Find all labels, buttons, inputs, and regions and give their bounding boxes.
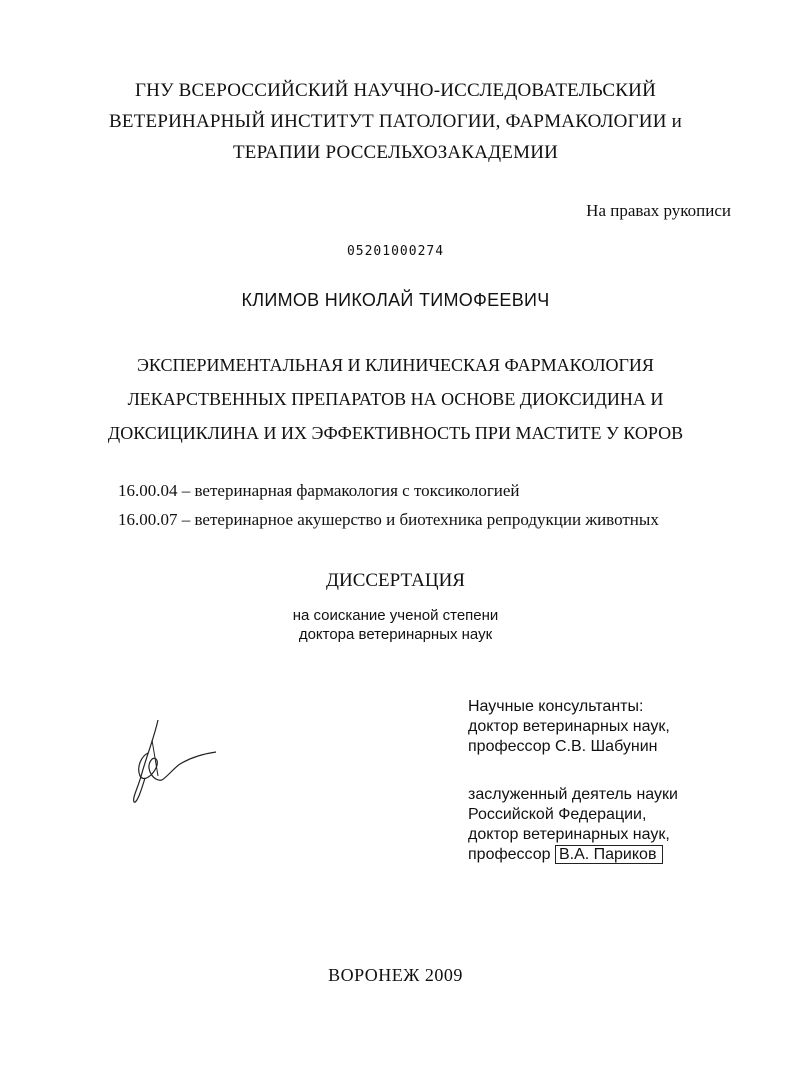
consultant-2-honor-country: Российской Федерации, (468, 806, 647, 823)
manuscript-note: На правах рукописи (586, 201, 731, 220)
consultant-2-degree: доктор ветеринарных наук, (468, 826, 670, 843)
purpose-line: доктора ветеринарных наук (298, 626, 493, 643)
institution-line: ВЕТЕРИНАРНЫЙ ИНСТИТУТ ПАТОЛОГИИ, ФАРМАКОЛОГИИ и (109, 111, 682, 132)
institution-header (0, 75, 791, 168)
title-line: ЭКСПЕРИМЕНТАЛЬНАЯ И КЛИНИЧЕСКАЯ ФАРМАКОЛОГИЯ (137, 355, 654, 375)
consultant-2-name: В.А. Париков (555, 845, 664, 864)
signature (128, 718, 228, 808)
institution-line: ГНУ ВСЕРОССИЙСКИЙ НАУЧНО-ИССЛЕДОВАТЕЛЬСКИЙ (134, 80, 657, 101)
consultant-1-title: профессор С.В. Шабунин (468, 738, 658, 755)
consultant-2-title (468, 845, 678, 865)
consultants-heading: Научные консультанты: (468, 698, 644, 715)
author-name: КЛИМОВ НИКОЛАЙ ТИМОФЕЕВИЧ (241, 290, 550, 310)
consultant-1-degree: доктор ветеринарных наук, (468, 718, 670, 735)
specialty-code-1: 16.00.04 – ветеринарная фармакология с токсикологией (118, 481, 520, 500)
document-type: ДИССЕРТАЦИЯ (326, 570, 465, 591)
dissertation-title (0, 348, 791, 450)
document-code: 05201000274 (346, 244, 445, 259)
title-line: ДОКСИЦИКЛИНА И ИХ ЭФФЕКТИВНОСТЬ ПРИ МАСТИТЕ У КОРОВ (107, 423, 684, 443)
city-year: ВОРОНЕЖ 2009 (328, 965, 463, 985)
institution-line: ТЕРАПИИ РОССЕЛЬХОЗАКАДЕМИИ (232, 142, 559, 163)
consultant-2-title-prefix: профессор (468, 846, 551, 863)
title-line: ЛЕКАРСТВЕННЫХ ПРЕПАРАТОВ НА ОСНОВЕ ДИОКСИДИНА И (127, 389, 664, 409)
consultant-2-honor: заслуженный деятель науки (468, 786, 678, 803)
degree-purpose (0, 606, 791, 644)
purpose-line: на соискание ученой степени (292, 607, 499, 624)
specialty-code-2: 16.00.07 – ветеринарное акушерство и биотехника репродукции животных (118, 510, 659, 529)
scientific-consultants (468, 697, 678, 865)
